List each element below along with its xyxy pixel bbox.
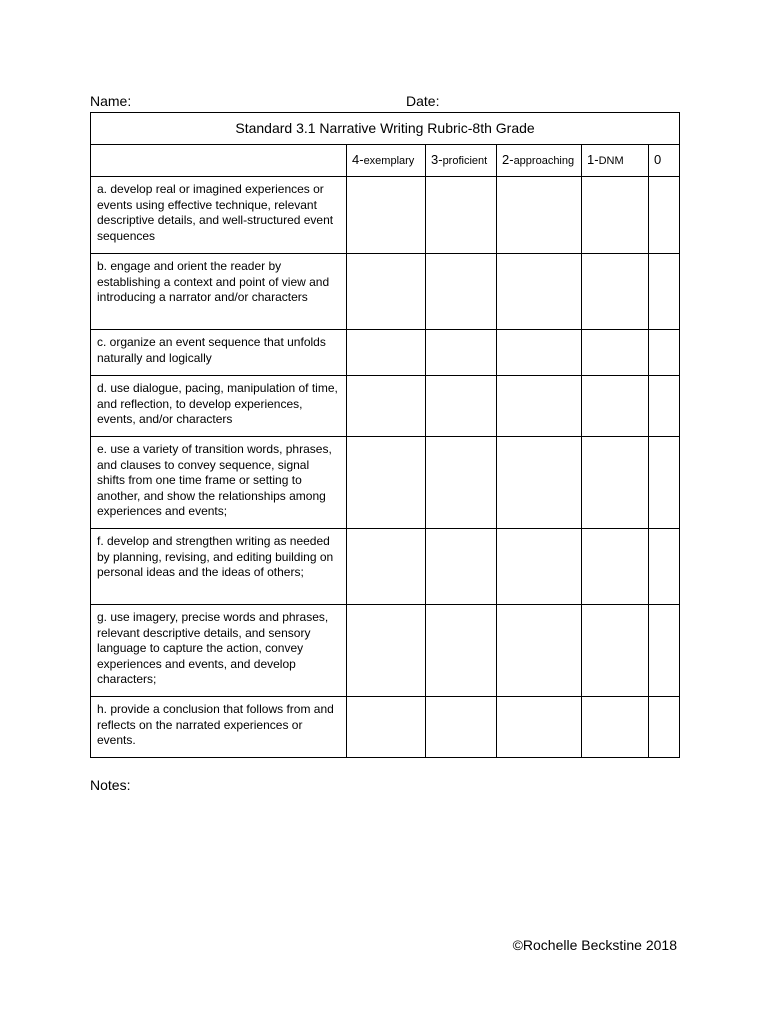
score-cell[interactable] <box>649 330 680 376</box>
score-cell[interactable] <box>582 376 649 437</box>
score-cell[interactable] <box>497 697 582 758</box>
score-level-3-label: proficient <box>442 154 488 167</box>
score-level-4-number: 4- <box>352 151 364 167</box>
criterion-header-blank <box>91 145 347 177</box>
rubric-title: Standard 3.1 Narrative Writing Rubric-8th Grade <box>91 113 680 145</box>
score-cell[interactable] <box>497 529 582 605</box>
score-level-3 <box>426 145 497 177</box>
score-cell[interactable] <box>497 437 582 529</box>
criterion-row-c <box>91 330 680 376</box>
score-cell[interactable] <box>347 177 426 254</box>
score-cell[interactable] <box>426 330 497 376</box>
criterion-text: a. develop real or imagined experiences or events using effective technique, relevant descriptive details, and well-structured event sequences <box>91 177 347 254</box>
criterion-row-g <box>91 605 680 697</box>
score-cell[interactable] <box>649 529 680 605</box>
score-cell[interactable] <box>497 605 582 697</box>
criterion-text: g. use imagery, precise words and phrases, relevant descriptive details, and sensory language to capture the action, convey experiences and events, and develop characters; <box>91 605 347 697</box>
score-cell[interactable] <box>497 177 582 254</box>
score-level-2-number: 2- <box>502 151 514 167</box>
rubric-table <box>90 112 680 758</box>
score-level-1 <box>582 145 649 177</box>
criterion-row-e <box>91 437 680 529</box>
score-cell[interactable] <box>426 254 497 330</box>
criterion-row-d <box>91 376 680 437</box>
score-cell[interactable] <box>649 177 680 254</box>
date-label: Date: <box>406 93 440 109</box>
name-label: Name: <box>90 93 132 109</box>
score-cell[interactable] <box>426 437 497 529</box>
score-cell[interactable] <box>649 437 680 529</box>
score-cell[interactable] <box>582 697 649 758</box>
criterion-row-f <box>91 529 680 605</box>
score-cell[interactable] <box>582 605 649 697</box>
score-cell[interactable] <box>582 529 649 605</box>
score-cell[interactable] <box>347 529 426 605</box>
criterion-row-h <box>91 697 680 758</box>
criterion-text: e. use a variety of transition words, phrases, and clauses to convey sequence, signal shifts from one time frame or setting to another, and show the relationships among experiences and events; <box>91 437 347 529</box>
criterion-row-b <box>91 254 680 330</box>
score-cell[interactable] <box>582 177 649 254</box>
score-cell[interactable] <box>347 605 426 697</box>
score-level-4-label: exemplary <box>363 154 415 167</box>
score-cell[interactable] <box>347 697 426 758</box>
score-level-0 <box>649 145 680 177</box>
copyright-notice: ©Rochelle Beckstine 2018 <box>512 937 677 953</box>
score-level-1-number: 1- <box>587 151 599 167</box>
score-cell[interactable] <box>426 529 497 605</box>
score-cell[interactable] <box>426 177 497 254</box>
criterion-text: h. provide a conclusion that follows from and reflects on the narrated experiences or events. <box>91 697 347 758</box>
score-cell[interactable] <box>347 376 426 437</box>
score-cell[interactable] <box>649 697 680 758</box>
score-cell[interactable] <box>649 376 680 437</box>
score-level-0-number: 0 <box>654 152 662 168</box>
score-cell[interactable] <box>426 697 497 758</box>
score-cell[interactable] <box>582 254 649 330</box>
criterion-text: d. use dialogue, pacing, manipulation of time, and reflection, to develop experiences, events, and/or characters <box>91 376 347 437</box>
score-level-3-number: 3- <box>431 151 443 167</box>
score-cell[interactable] <box>649 254 680 330</box>
criterion-row-a <box>91 177 680 254</box>
score-cell[interactable] <box>347 254 426 330</box>
score-cell[interactable] <box>347 330 426 376</box>
score-cell[interactable] <box>582 437 649 529</box>
score-cell[interactable] <box>426 605 497 697</box>
criterion-text: f. develop and strengthen writing as needed by planning, revising, and editing building on personal ideas and the ideas of others; <box>91 529 347 605</box>
score-cell[interactable] <box>347 437 426 529</box>
rubric-title-row <box>91 113 680 145</box>
score-cell[interactable] <box>497 254 582 330</box>
criterion-text: b. engage and orient the reader by establishing a context and point of view and introducing a narrator and/or characters <box>91 254 347 330</box>
score-cell[interactable] <box>426 376 497 437</box>
score-level-2-label: approaching <box>513 154 575 167</box>
score-cell[interactable] <box>497 376 582 437</box>
score-level-4 <box>347 145 426 177</box>
score-level-1-label: DNM <box>598 154 624 167</box>
criterion-text: c. organize an event sequence that unfolds naturally and logically <box>91 330 347 376</box>
score-cell[interactable] <box>582 330 649 376</box>
score-cell[interactable] <box>649 605 680 697</box>
score-level-2 <box>497 145 582 177</box>
notes-label: Notes: <box>90 777 131 793</box>
score-header-row <box>91 145 680 177</box>
score-cell[interactable] <box>497 330 582 376</box>
